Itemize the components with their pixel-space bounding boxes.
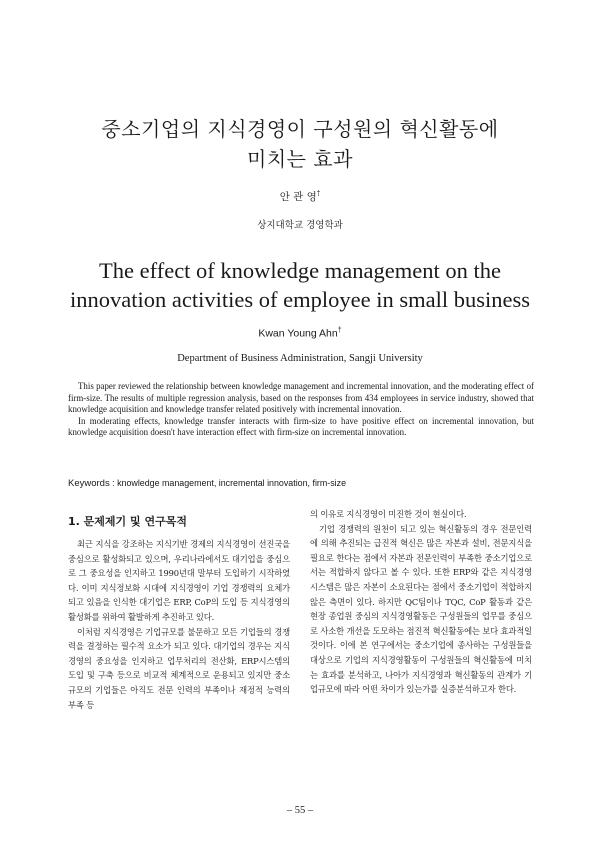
body-paragraph: 의 이유로 지식경영이 미진한 것이 현실이다. <box>310 509 467 519</box>
keywords <box>68 478 534 489</box>
english-author-mark: † <box>337 327 342 334</box>
english-affiliation: Department of Business Administration, Sangji University <box>177 353 423 364</box>
english-author <box>0 327 600 340</box>
korean-author-name: 안 관 영 <box>279 191 317 203</box>
english-title-line1: The effect of knowledge management on the <box>99 258 501 283</box>
body-paragraph: 이처럼 지식경영은 기업규모를 불문하고 모든 기업들의 경쟁력을 결정하는 필수적 요소가 되고 있다. 대기업의 경우는 지식경영의 중요성을 인지하고 업무처리의 전산화, ERP시스템의 도입 및 구축 등으로 비교적 체계적으로 운용되고 있지만 중소규모의 기업들은 아직도 전문 인력의 부족이나 재정적 능력의 부족 등 <box>68 626 290 710</box>
body-paragraph: 기업 경쟁력의 원천이 되고 있는 혁신활동의 경우 전문인력에 의해 추진되는 급진적 혁신은 많은 자본과 설비, 전문지식을 필요로 한다는 점에서 자본과 전문인력이 부족한 중소기업으로서는 적합하지 않다고 볼 수 있다. 또한 ERP와 같은 지식경영시스템은 많은 자본이 소요된다는 점에서 중소기업이 적합하지 않은 측면이 있다. 하지만 QC팀이나 TQC, CoP 활동과 같은 현장 종업원 중심의 지식경영활동은 구성원들의 업무를 중심으로 사소한 개선을 도모하는 점진적 혁신활동에는 보다 효과적일 것이다. 이에 본 연구에서는 중소기업에 종사하는 구성원들을 대상으로 기업의 지식경영활동이 구성원들의 혁신활동에 미치는 효과를 분석하고, 나아가 지식경영과 혁신활동의 관계가 기업규모에 따라 어떤 차이가 있는가를 실증분석하고자 한다. <box>310 523 532 695</box>
abstract <box>68 381 534 439</box>
page-number: – 55 – <box>286 805 314 816</box>
korean-title-line2: 미치는 효과 <box>247 147 353 171</box>
keywords-label: Keywords <box>68 478 110 489</box>
body-column-right <box>310 507 532 697</box>
korean-affiliation: 상지대학교 경영학과 <box>257 220 343 231</box>
abstract-paragraph: This paper reviewed the relationship between knowledge management and incremental innovation, and the moderating effect of firm-size. The results of multiple regression analysis, based on the responses from 434 employees in service industry, showed that knowledge acquisition and knowledge transfer related positively with incremental innovation. <box>68 381 534 415</box>
body-paragraph: 최근 지식을 강조하는 지식기반 경제의 지식경영이 선진국을 중심으로 활성화되고 있으며, 우리나라에서도 대기업을 중심으로 그 중요성을 인지하고 1990년대 말부터 도입하기 시작하였다. 이미 지식정보화 시대에 지식경영이 기업 경쟁력의 요체가 되고 있음을 인식한 대기업은 ERP, CoP의 도입 등 지식경영의 활성화를 위하여 활발하게 추진하고 있다. <box>68 539 290 622</box>
english-author-name: Kwan Young Ahn <box>258 327 338 340</box>
body-column-left <box>68 537 290 712</box>
korean-title-line1: 중소기업의 지식경영이 구성원의 혁신활동에 <box>101 117 499 141</box>
section-heading: 1. 문제제기 및 연구목적 <box>68 515 187 528</box>
english-title-line2: innovation activities of employee in small business <box>70 287 530 312</box>
abstract-paragraph: In moderating effects, knowledge transfer interacts with firm-size to have positive effect on incremental innovation, but knowledge acquisition doesn't have interaction effect with firm-size on incremental innovation. <box>68 415 534 438</box>
korean-author <box>0 189 600 204</box>
keywords-text: : knowledge management, incremental innovation, firm-size <box>109 478 347 488</box>
korean-author-mark: † <box>316 189 321 198</box>
